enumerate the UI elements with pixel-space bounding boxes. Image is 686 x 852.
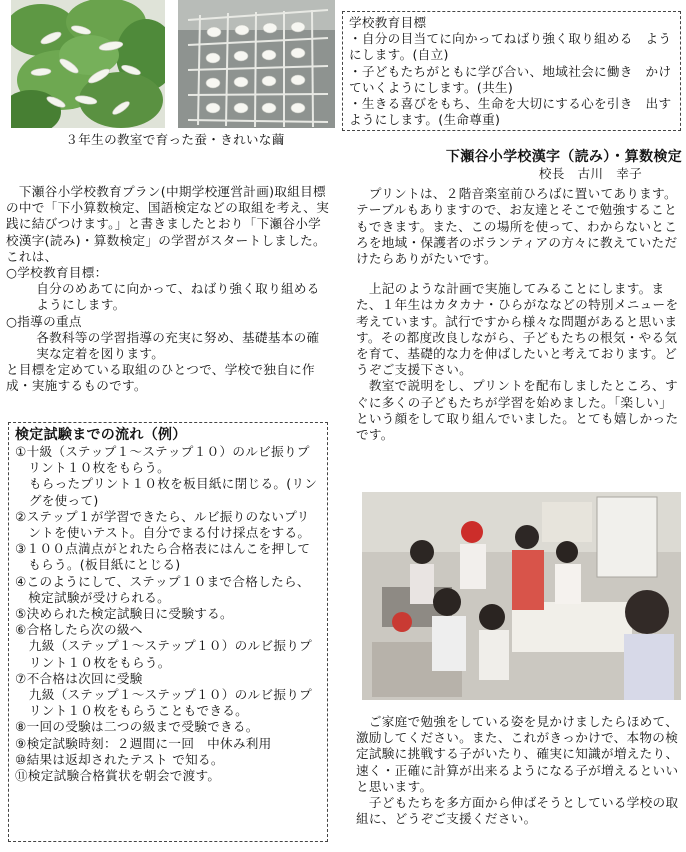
article-paragraph: プリントは、２階音楽室前ひろばに置いてあります。テーブルもありますので、お友達とそこで勉強することもできます。また、この場所を使って、わからないところを地域・保護者のボランティアの方々に教えていただけたらありがたいです。 [356, 186, 678, 267]
article-byline: 校長 古川 幸子 [538, 166, 642, 181]
article-paragraph: ご家庭で勉強をしている姿を見かけましたらほめて、激励してください。また、これがきっかけで、本物の検定試験に挑戦する子がいたり、確実に知識が増えたり、速く・正確に計算が出来るようになる子が増えるといいと思います。 [356, 714, 679, 794]
goals-item: ・子どもたちがともに学び合い、地域社会に働き かけていくようにします。(共生) [349, 63, 672, 95]
policy-heading: ○指導の重点 [6, 313, 82, 329]
goals-item: ・生きる喜びをもち、生命を大切にする心を引き 出すようにします。(生命尊重) [349, 96, 672, 128]
classroom-photo [362, 492, 681, 700]
flow-step: ⑧一回の受験は二つの級まで受験できる。 [15, 719, 259, 735]
flow-step-note: もらったプリント１０枚を板目紙に閉じる。(リングを使って) [28, 476, 318, 508]
cocoon-photo [178, 0, 335, 128]
photo-caption: ３年生の教室で育った蚕・きれいな繭 [65, 132, 285, 147]
goals-title: 学校教育目標 [349, 15, 427, 30]
article-paragraph: 上記のような計画で実施してみることにします。また、１年生はカタカナ・ひらがななどの特別メニューを考えています。試行ですから様々な問題があると思います。その都度改良しながら、子どもたちの根気・やる気を育て、基礎的な力を伸ばしたいと考えております。どうぞご支援下さい。 [356, 281, 679, 378]
flow-step: ④このようにして、ステップ１０まで合格したら、検定試験が受けられる。 [15, 573, 310, 605]
goals-item: ・自分の目当てに向かってねばり強く取り組める ようにします。(自立) [349, 31, 672, 63]
flow-step: ⑦不合格は次回に受験 [15, 670, 143, 686]
exam-flow-box [8, 422, 328, 842]
flow-step: ⑨検定試験時刻：２週間に一回 中休み利用 [15, 735, 272, 751]
flow-step: ⑥合格したら次の級へ [15, 622, 143, 638]
right-column [356, 148, 682, 443]
closing-paragraph: と目標を定めている取組のひとつで、学校で独自に作成・実施するものです。 [6, 362, 315, 394]
flow-step-note: 九級（ステップ１～ステップ１０）のルビ振りプリント１０枚をもらうこともできる。 [28, 687, 313, 719]
flow-step: ①十級（ステップ１～ステップ１０）のルビ振りプリント１０枚をもらう。 [15, 444, 310, 476]
article-paragraph: 子どもたちを多方面から伸ばそうとしている学校の取組に、どうぞご支援ください。 [356, 795, 679, 827]
goal-text: 自分のめあてに向かって、ねばり強く取り組めるようにします。 [36, 281, 320, 313]
flow-step: ⑩結果は返却されたテスト で知る。 [15, 751, 224, 767]
flow-step: ②ステップ１が学習できたら、ルビ振りのないプリントを使いテスト。自分でまる付け採点をする。 [15, 508, 311, 541]
article-heading: 下瀬谷小学校漢字（読み）・算数検定 [445, 149, 682, 165]
policy-text: 各教科等の学習指導の充実に努め、基礎基本の確実な定着を図ります。 [36, 329, 320, 362]
article-paragraph: 教室で説明をし、プリントを配布しましたところ、すぐに多くの子どもたちが学習を始めました。「楽しい」という顔をして取り組んでいました。とても嬉しかったです。 [356, 378, 679, 443]
school-goals-box [342, 11, 681, 131]
flow-step: ③１００点満点がとれたら合格表にはんこを押してもらう。(板目紙にとじる) [15, 541, 311, 573]
flow-title: 検定試験までの流れ（例） [15, 427, 187, 443]
goal-heading: ○学校教育目標： [6, 265, 108, 281]
right-column-bottom [356, 714, 682, 827]
flow-step: ⑪検定試験合格賞状を朝会で渡す。 [15, 768, 221, 784]
flow-step-note: 九級（ステップ１～ステップ１０）のルビ振りプリント１０枚をもらう。 [28, 638, 313, 670]
intro-paragraph: 下瀬谷小学校教育プラン(中期学校運営計画)取組目標の中で「下小算数検定、国語検定などの取組を考え、実践に結びつけます。」と書きましたとおり「下瀬谷小学校漢字(読み)・算数検定」の学習がスタートしました。これは、 [6, 184, 330, 264]
silkworm-photo [11, 0, 165, 128]
flow-step: ⑤決められた検定試験日に受験する。 [15, 606, 233, 622]
left-column [6, 184, 331, 395]
